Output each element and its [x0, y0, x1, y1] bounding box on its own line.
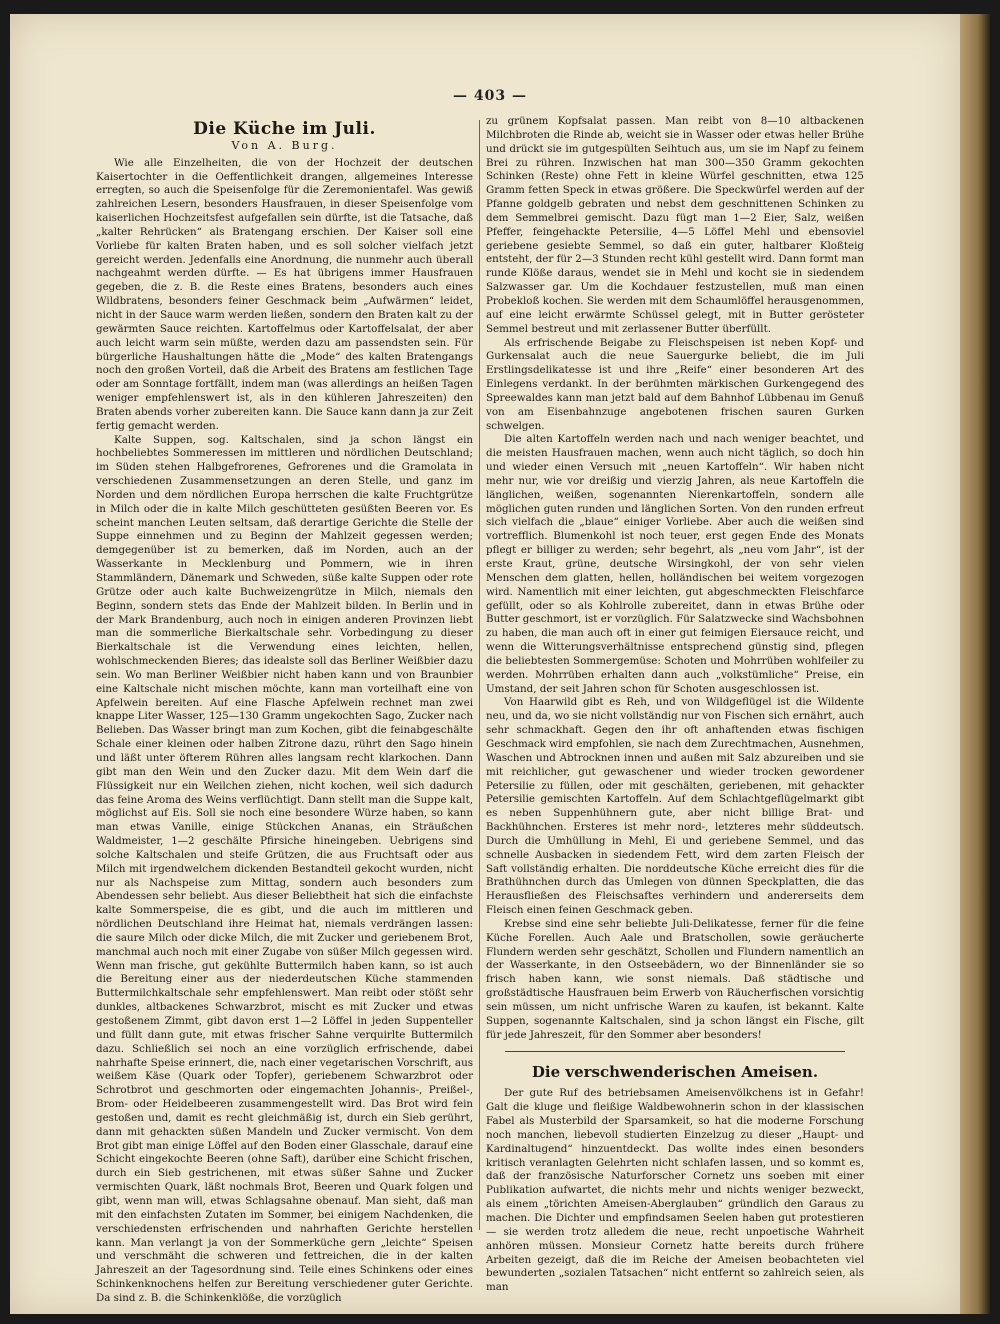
column-divider	[479, 120, 480, 1230]
article-paragraph: Der gute Ruf des betriebsamen Ameisenvölkchens ist in Gefahr! Galt die kluge und fleißige Waldbewohnerin schon in der klassischen Fabel als Musterbild der Sparsamkeit, so hat die moderne Forschung noch manchen, liebevoll studierten Einzelzug zu dieser „Haupt- und Kardinaltugend“ hinzuentdeckt. Das wollte indes einen besonders kritisch veranlagten Gelehrten nicht schlafen lassen, und so kommt es, daß der französische Naturforscher Cornetz uns soeben mit einer Publikation aufwartet, die nichts mehr und nichts weniger bezweckt, als einem „törichten Ameisen-Aberglauben“ gründlich den Garaus zu machen. Die Dichter und empfindsamen Seelen haben gut protestieren — sie werden trotz alledem die neue, recht unpoetische Wahrheit anhören müssen. Monsieur Cornetz hatte bereits durch frühere Arbeiten gezeigt, daß die im Reiche der Ameisen beobachteten viel bewunderten „sozialen Tatsachen“ nicht entfernt so zahlreich seien, als man	[486, 1087, 864, 1294]
page-number: — 403 —	[453, 88, 527, 104]
article-paragraph: Die alten Kartoffeln werden nach und nach weniger beachtet, und die meisten Hausfrauen machen, wenn auch nicht täglich, so doch hin und wieder einen Versuch mit „neuen Kartoffeln“. Wir haben nicht mehr nur, wie vor dreißig und vierzig Jahren, als neue Kartoffeln die länglichen, weißen, sogenannten Nierenkartoffeln, sondern alle möglichen guten runden und länglichen Sorten. Von den runden erfreut sich vielfach die „blaue“ einiger Vorliebe. Aber auch die weißen sind vortrefflich. Blumenkohl ist noch teuer, erst gegen Ende des Monats pflegt er billiger zu werden; sehr begehrt, als „neu vom Jahr“, ist der erste Kraut, grüne, deutsche Wirsingkohl, der von sehr vielen Menschen dem glatten, hellen, holländischen bei weitem vorgezogen wird. Namentlich mit einer leichten, gut abgeschmeckten Fleischfarce gefüllt, oder so als Kohlrolle zubereitet, dann in etwas Brühe oder Butter geschmort, ist er vorzüglich. Für Salatzwecke sind Wachsbohnen zu haben, die man auch oft in einer gut feimigen Eiersauce reicht, und wenn die Witterungsverhältnisse entsprechend günstig sind, pflegen die beliebtesten Sommergemüse: Schoten und Mohrrüben wohlfeiler zu werden. Mohrrüben erhalten dann auch „volkstümliche“ Preise, ein Umstand, der seit Jahren schon für Schoten ausgeschlossen ist.	[486, 433, 864, 695]
article-paragraph: Wie alle Einzelheiten, die von der Hochzeit der deutschen Kaisertochter in die Oeffentlichkeit drangen, allgemeines Interesse erregten, so auch die Speisenfolge für die Zeremonientafel. Was gewiß zahlreichen Lesern, besonders Hausfrauen, in dieser Speisenfolge vom kaiserlichen Hochzeitsfest aufgefallen sein dürfte, ist die Tatsache, daß „kalter Rehrücken“ als Bratengang erschien. Der Kaiser soll eine Vorliebe für kalten Braten haben, und es soll solcher vielfach jetzt gereicht werden. Jedenfalls eine Anordnung, die nunmehr auch überall nachgeahmt werden dürfte. — Es hat übrigens immer Hausfrauen gegeben, die z. B. die Reste eines Bratens, besonders auch eines Wildbratens, besonders feiner Geschmack beim „Aufwärmen“ leidet, nicht in der Sauce warm werden ließen, sondern den Braten kalt zu der gewärmten Sauce reichten. Kartoffelmus oder Kartoffelsalat, der aber auch leicht warm sein müßte, werden dazu am passendsten sein. Für bürgerliche Haushaltungen hätte die „Mode“ des kalten Bratengangs noch den großen Vorteil, daß die Arbeit des Bratens am festlichen Tage oder am Sonntage fortfällt, indem man (was allerdings an heißen Tagen weniger empfehlenswert ist, als in den kühleren Jahreszeiten) den Braten abends vorher zubereiten kann. Die Sauce kann dann ja zur Zeit fertig gemacht werden.	[96, 156, 473, 432]
article-paragraph: Krebse sind eine sehr beliebte Juli-Delikatesse, ferner für die feine Küche Forellen. Auch Aale und Bratschollen, sowie geräucherte Flundern werden sehr geschätzt, Schollen und Flundern namentlich an der Wasserkante, in den Ostseebädern, wo der Binnenländer sie so frisch haben kann, wie sonst niemals. Daß städtische und großstädtische Hausfrauen beim Erwerb von Räucherfischen vorsichtig sein müssen, um nicht unfrische Waren zu kaufen, ist bekannt. Kalte Suppen, sogenannte Kaltschalen, sind ja schon längst ein Fische, gilt für jede Jahreszeit, für den Sommer aber besonders!	[486, 917, 864, 1041]
article-title: Die verschwenderischen Ameisen.	[531, 1062, 819, 1081]
article-paragraph: Kalte Suppen, sog. Kaltschalen, sind ja schon längst ein hochbeliebtes Sommeressen im mittleren und nördlichen Deutschland; im Süden stehen Halbgefrorenes, Gefrorenes und die Gramolata in verschiedenen Zusammensetzungen an deren Stelle, und ganz im Norden und dem nördlichen Europa herrschen die kalte Fruchtgrütze in Milch oder die in kalte Milch geschütteten gesüßten Beeren vor. Es scheint manchen Leuten seltsam, daß derartige Gerichte die Stelle der Suppe einnehmen und zu Beginn der Mahlzeit gegessen werden; demgegenüber ist zu bemerken, daß im Norden, auch an der Wasserkante in Mecklenburg und Pommern, wie in ihren Stammländern, Dänemark und Schweden, süße kalte Suppen oder rote Grütze oder auch kalte Buchweizengrütze in Milch, niemals den Beginn, sondern stets das Ende der Mahlzeit bilden. In Berlin und in der Mark Brandenburg, auch noch in einigen anderen Provinzen liebt man die sommerliche Bierkaltschale sehr. Vorbedingung zu dieser Bierkaltschale ist die Verwendung eines leichten, hellen, wohlschmeckenden Bieres; das idealste soll das Berliner Weißbier dazu sein. Wo man Berliner Weißbier nicht haben kann und von Braunbier eine Kaltschale nicht mischen möchte, kann man vorteilhaft eine von Apfelwein bereiten. Auf eine Flasche Apfelwein rechnet man zwei knappe Liter Wasser, 125—130 Gramm ungekochten Sago, Zucker nach Belieben. Das Wasser bringt man zum Kochen, gibt die feinabgeschälte Schale einer kleinen oder halben Zitrone dazu, rührt den Sago hinein und läßt unter öfterem Rühren alles langsam recht klarkochen. Dann gibt man den Wein und den Zucker dazu. Mit dem Wein darf die Flüssigkeit nur ein Weilchen ziehen, nicht kochen, weil sich dadurch das feine Aroma des Weins verflüchtigt. Dann stellt man die Suppe kalt, möglichst auf Eis. Soll sie noch eine besondere Würze haben, so kann man etwas Vanille, einige Stückchen Ananas, ein Sträußchen Waldmeister, 1—2 geschälte Pfirsiche hineingeben. Uebrigens sind solche Kaltschalen und steife Grützen, die aus Fruchtsaft oder aus Milch mit irgendwelchem dickenden Bestandteil gekocht wurden, nicht nur als Nachspeise zum Mittag, sondern auch besonders zum Abendessen sehr beliebt. Aus dieser Beliebtheit hat sich die einfachste kalte Sommerspeise, die es gibt, und die auch im mittleren und nördlichen Deutschland ihre Heimat hat, niemals verdrängen lassen: die saure Milch oder dicke Milch, die mit Zucker und geriebenem Brot, manchmal auch noch mit einer Zugabe von süßer Milch gegessen wird. Wenn man frische, gut gekühlte Buttermilch haben kann, so ist auch die Bereitung einer aus der niederdeutschen Küche stammenden Buttermilchkaltschale sehr empfehlenswert. Man reibt oder stößt sehr dunkles, altbackenes Schwarzbrot, mischt es mit Zucker und etwas gestoßenem Zimmt, gibt davon erst 1—2 Löffel in jeden Suppenteller und füllt dann gute, mit etwas frischer Sahne verquirlte Buttermilch dazu. Schließlich sei noch an eine vorzüglich erfrischende, dabei nahrhafte Speise erinnert, die, nach einer vegetarischen Vorschrift, aus weißem Käse (Quark oder Topfer), geriebenem Schwarzbrot oder Schrotbrot und geschmorten oder eingemachten Johannis-, Preißel-, Brom- oder Heidelbeeren zusammengestellt wird. Das Brot wird fein gestoßen und, damit es recht gleichmäßig ist, durch ein Sieb gerührt, dann mit gehackten süßen Mandeln und Zucker vermischt. Von dem Brot gibt man einige Löffel auf den Boden einer Glasschale, darauf eine Schicht eingekochte Beeren (ohne Saft), darüber eine Schicht frischen, durch ein Sieb gestrichenen, mit etwas süßer Sahne und Zucker vermischten Quark, läßt nochmals Brot, Beeren und Quark folgen und gibt, wenn man will, etwas Schlagsahne obenauf. Man sieht, daß man mit den einfachsten Zutaten im Sommer, bei einigem Nachdenken, die verschiedensten erfrischenden und nahrhaften Gerichte herstellen kann. Man verlangt ja von der Sommerküche gern „leichte“ Speisen und verschmäht die schweren und fettreichen, die in der kalten Jahreszeit an der Tagesordnung sind. Teile eines Schinkens oder eines Schinkenknochens helfen zur Bereitung verschiedener guter Gerichte. Da sind z. B. die Schinkenklöße, die vorzüglich	[96, 433, 473, 1304]
book-page-edge	[960, 14, 990, 1314]
article-title: Die Küche im Juli.	[193, 119, 376, 139]
article-paragraph: Von Haarwild gibt es Reh, und von Wildgeflügel ist die Wildente neu, und da, wo sie nicht vollständig nur von Fischen sich ernährt, auch sehr schmackhaft. Gegen den ihr oft anhaftenden etwas fischigen Geschmack wird empfohlen, sie nach dem Zurechtmachen, Ausnehmen, Waschen und Abtrocknen innen und außen mit Salz abzureiben und sie mit reichlicher, gut gewaschener und wieder trocken gewordener Petersilie zu füllen, oder mit geschälten, geriebenen, mit gehackter Petersilie gemischten Kartoffeln. Auf dem Schlachtgeflügelmarkt gibt es neben Suppenhühnern gute, aber nicht billige Brat- und Backhühnchen. Ersteres ist mehr nord-, letzteres mehr süddeutsch. Durch die Umhüllung in Mehl, Ei und geriebene Semmel, und das schnelle Ausbacken in siedendem Fett, wird dem zarten Fleisch der Saft vollständig erhalten. Die norddeutsche Küche erreicht dies für die Brathühnchen durch das Umlegen von dünnen Speckplatten, die das Herausfließen des Fleischsaftes verhindern und andererseits dem Fleisch einen feinen Geschmack geben.	[486, 696, 864, 917]
section-separator	[505, 1051, 845, 1052]
article-byline: Von A. Burg.	[231, 138, 338, 152]
article-paragraph: Als erfrischende Beigabe zu Fleischspeisen ist neben Kopf- und Gurkensalat auch die neue Sauergurke beliebt, die im Juli Erstlingsdelikatesse ist und ihre „Reife“ einer besonderen Art des Einlegens verdankt. In der berühmten märkischen Gurkengegend des Spreewaldes kann man jetzt bald auf dem Bahnhof Lübbenau im Genuß von am Eisenbahnzuge angebotenen frischen sauren Gurken schwelgen.	[486, 336, 864, 432]
article-paragraph: zu grünem Kopfsalat passen. Man reibt von 8—10 altbackenen Milchbroten die Rinde ab, weicht sie in Wasser oder etwas heller Brühe und drückt sie im gutgespülten Seihtuch aus, um sie im Napf zu feinem Brei zu rühren. Inzwischen hat man 300—350 Gramm gekochten Schinken (Reste) ohne Fett in kleine Würfel geschnitten, etwa 125 Gramm fetten Speck in etwas größere. Die Speckwürfel werden auf der Pfanne goldgelb gebraten und nebst dem geschnittenen Schinken zu dem Semmelbrei gemischt. Dazu fügt man 1—2 Eier, Salz, weißen Pfeffer, feingehackte Petersilie, 4—5 Löffel Mehl und ebensoviel geriebene gesiebte Semmel, so daß ein guter, haltbarer Kloßteig entsteht, der für 2—3 Stunden recht kühl gestellt wird. Dann formt man runde Klöße daraus, wendet sie in Mehl und kocht sie in siedendem Salzwasser gar. Um die Kochdauer festzustellen, muß man einen Probekloß kochen. Sie werden mit dem Schaumlöffel herausgenommen, auf eine leicht erwärmte Schüssel gelegt, mit in Butter gerösteter Semmel bestreut und mit zerlassener Butter überfüllt.	[486, 115, 864, 335]
right-column	[486, 115, 864, 1295]
left-column	[96, 115, 473, 1304]
